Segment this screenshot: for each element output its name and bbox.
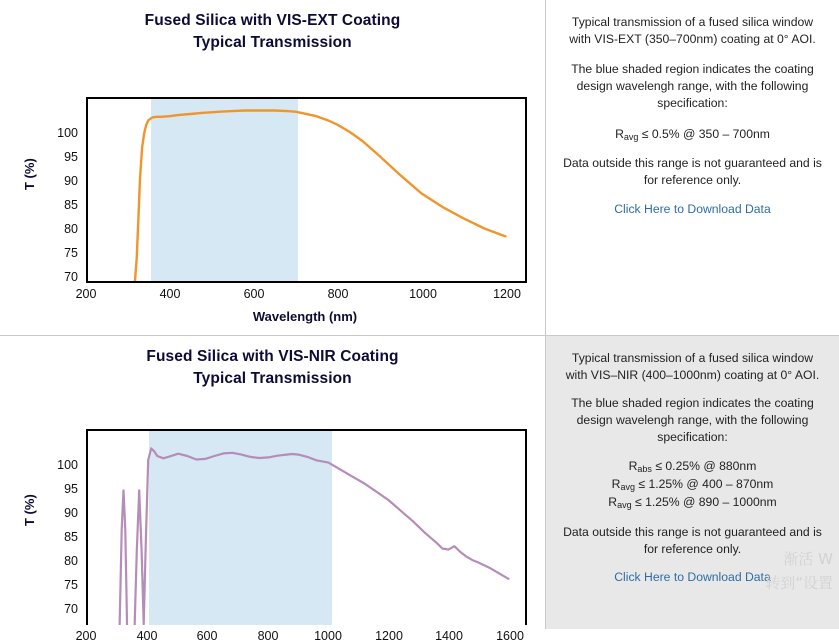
chart-title-vis-nir [0,336,545,391]
spec-line [560,493,825,511]
description-paragraph-1: Typical transmission of a fused silica window with VIS-EXT (350–700nm) coating at 0° AOI. [569,15,816,47]
disclaimer-text: Data outside this range is not guaranteed and is for reference only. [563,155,822,188]
spec-list-vis-nir [560,457,825,512]
spec-symbol: R [611,476,621,491]
y-tick: 80 [64,221,78,236]
description-paragraph-1: Typical transmission of a fused silica window with VIS–NIR (400–1000nm) coating at 0° AOI. [565,351,820,383]
spec-subscript: avg [617,500,632,511]
watermark-line-1: 渐活 W [783,550,833,568]
spec-subscript: abs [637,463,652,474]
chart-title-line1: Fused Silica with VIS-NIR Coating [146,348,399,365]
chart-column-vis-nir [0,336,546,643]
spec-symbol: R [628,458,638,473]
y-tick: 70 [64,269,78,284]
transmission-curve-vis-ext [88,99,525,281]
spec-line [560,457,825,475]
x-tick: 1600 [496,628,524,643]
plot-vis-nir [0,391,545,643]
plot-vis-ext [0,55,545,324]
spec-subscript: avg [623,131,639,142]
chart-title-line2: Typical Transmission [193,370,352,388]
y-axis-label-vis-nir: T (%) [22,494,37,526]
y-tick: 95 [64,481,78,496]
description-column-vis-ext [546,0,839,335]
y-tick: 90 [64,505,78,520]
x-tick: 1400 [435,628,463,643]
spec-list-vis-ext [560,125,825,143]
y-tick: 85 [64,529,78,544]
chart-title-line2: Typical Transmission [193,34,352,52]
x-tick: 600 [243,286,265,301]
description-paragraph-2: The blue shaded region indicates the coating design wavelengh range, with the following specification: [571,61,814,111]
y-tick: 80 [64,553,78,568]
y-tick: 70 [64,601,78,616]
y-tick: 100 [57,457,78,472]
chart-title-line1: Fused Silica with VIS-EXT Coating [144,12,401,29]
description-column-vis-nir [546,336,839,629]
spec-subscript: avg [620,481,635,492]
x-tick: 200 [75,628,97,643]
x-tick: 1200 [493,286,521,301]
x-tick: 1000 [314,628,342,643]
x-tick: 800 [257,628,279,643]
spec-symbol: R [608,495,618,510]
y-tick: 100 [57,125,78,140]
x-axis-label-vis-ext: Wavelength (nm) [252,308,358,324]
y-tick: 75 [64,577,78,592]
y-tick: 90 [64,173,78,188]
spec-value: ≤ 1.25% @ 890 – 1000nm [631,495,777,510]
spec-line [560,475,825,493]
spec-value: ≤ 1.25% @ 400 – 870nm [635,476,774,491]
spec-line [560,125,825,143]
download-data-link[interactable]: Click Here to Download Data [614,201,771,216]
chart-column-vis-ext [0,0,546,335]
y-tick: 75 [64,245,78,260]
panel-vis-nir [0,336,839,643]
x-tick: 400 [136,628,158,643]
x-tick: 200 [75,286,97,301]
chart-title-vis-ext [0,0,545,55]
x-tick: 400 [159,286,181,301]
transmission-curve-vis-nir [88,431,525,625]
spec-symbol: R [615,126,624,141]
y-axis-label-vis-ext: T (%) [22,158,37,190]
x-tick: 1200 [375,628,403,643]
y-tick: 85 [64,197,78,212]
watermark-line-2: 转到“设置 [765,574,833,592]
y-tick: 95 [64,149,78,164]
download-data-link[interactable]: Click Here to Download Data [614,570,771,585]
x-tick: 1000 [409,286,437,301]
x-tick: 600 [196,628,218,643]
description-paragraph-2: The blue shaded region indicates the coating design wavelengh range, with the following specification: [571,395,814,445]
plot-area-vis-nir [86,429,527,625]
disclaimer-text: Data outside this range is not guaranteed and is for reference only. [563,524,822,556]
plot-area-vis-ext [86,97,527,283]
spec-value: ≤ 0.25% @ 880nm [651,458,757,473]
x-tick: 800 [327,286,349,301]
spec-value: ≤ 0.5% @ 350 – 700nm [638,126,770,141]
